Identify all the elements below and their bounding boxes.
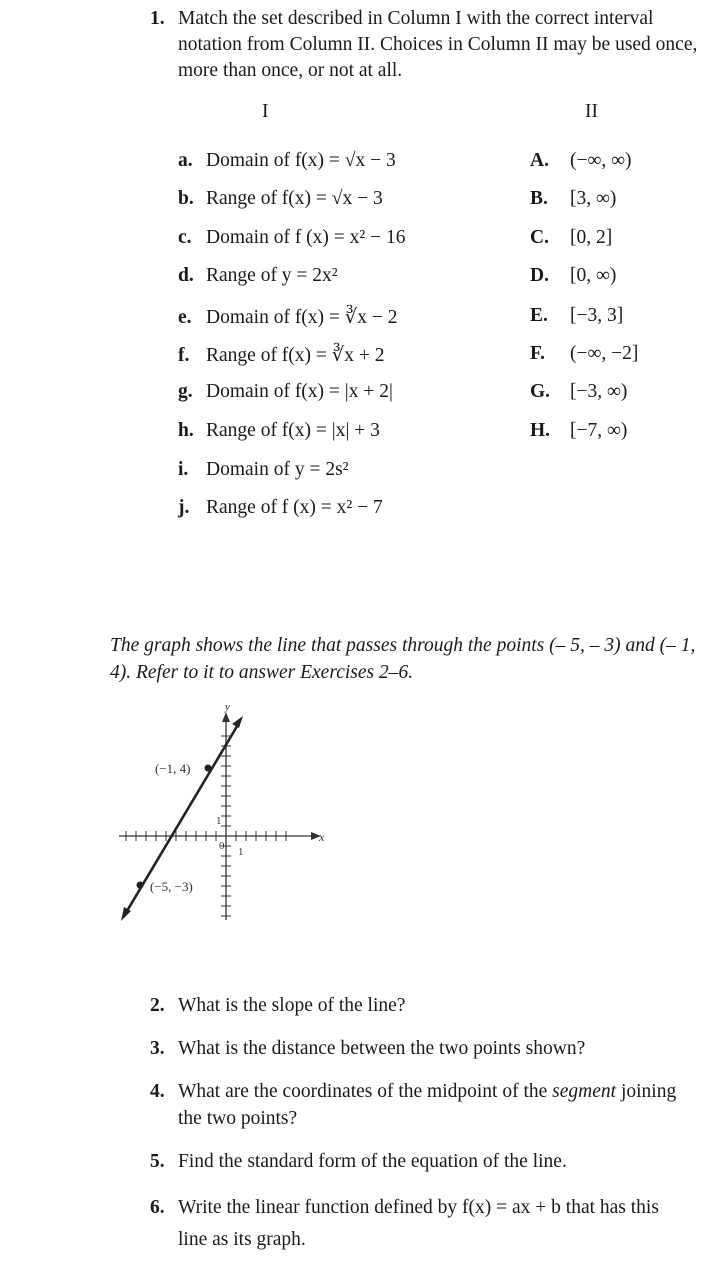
point-b-label: (−5, −3) (150, 879, 193, 894)
question-number: 4. (150, 1081, 165, 1102)
item-label: f. (178, 345, 190, 366)
item-text: Range of y = 2x² (206, 265, 338, 286)
question-text-after: joining the two points? (178, 1081, 677, 1129)
column-i-item (178, 343, 384, 367)
question-number: 3. (150, 1038, 165, 1059)
item-text: Domain of f(x) = |x + 2| (206, 381, 393, 402)
item-text: Range of f(x) = √x − 3 (206, 188, 383, 209)
item-label: h. (178, 420, 194, 441)
graph-intro: The graph shows the line that passes through the points (– 5, – 3) and (– 1, 4). Refer to it to answer Exercises 2–6. (110, 635, 696, 683)
item-text: Domain of f (x) = x² − 16 (206, 227, 406, 248)
item-label: i. (178, 459, 189, 480)
column-i-item (178, 305, 397, 329)
column-i-item (178, 381, 393, 403)
choice-label: F. (530, 343, 545, 364)
item-text: Range of f(x) = ∛x + 2 (206, 345, 385, 366)
choice-text: (−∞, −2] (570, 343, 639, 364)
choice-label: G. (530, 381, 551, 402)
choice-text: [0, ∞) (570, 265, 617, 286)
x-axis-label: x (319, 830, 325, 844)
question-text-before: What are the coordinates of the midpoint of the (178, 1081, 553, 1102)
item-label: c. (178, 227, 192, 248)
column-ii-item (530, 265, 616, 287)
choice-text: (−∞, ∞) (570, 150, 632, 171)
item-text: Domain of f(x) = ∛x − 2 (206, 307, 398, 328)
item-text: Range of f(x) = |x| + 3 (206, 420, 380, 441)
column-ii-item (530, 343, 638, 365)
y-axis-label: y (225, 701, 230, 713)
point-a-label: (−1, 4) (155, 761, 191, 776)
question-text (178, 1078, 678, 1132)
choice-label: C. (530, 227, 549, 248)
x-tick-one-label: 1 (238, 846, 244, 858)
line-arrow-top (232, 716, 243, 728)
item-text: Domain of f(x) = √x − 3 (206, 150, 396, 171)
question-text: What is the slope of the line? (178, 995, 406, 1016)
choice-label: D. (530, 265, 549, 286)
choice-label: H. (530, 420, 551, 441)
column-i-item (178, 265, 338, 287)
origin-label: 0 (219, 840, 225, 852)
item-label: g. (178, 381, 193, 402)
point-a (205, 765, 212, 772)
column-ii-item (530, 188, 616, 210)
item-label: j. (178, 497, 190, 518)
column-i-item (178, 150, 396, 172)
choice-text: [3, ∞) (570, 188, 617, 209)
point-b (137, 882, 144, 889)
choice-text: [−3, ∞) (570, 381, 628, 402)
column-i-item (178, 420, 380, 442)
item-label: e. (178, 307, 192, 328)
choice-text: [0, 2] (570, 227, 613, 248)
question-text-emphasis: segment (552, 1081, 617, 1102)
problem-1-text: Match the set described in Column I with the correct interval notation from Column II. Choices in Column II may be used once, more than once, or not at all. (178, 8, 698, 81)
item-text: Range of f (x) = x² − 7 (206, 497, 383, 518)
column-ii-item (530, 420, 627, 442)
y-tick-one-label: 1 (216, 815, 222, 827)
choice-label: E. (530, 305, 548, 326)
problem-1-number: 1. (150, 8, 165, 29)
column-i-item (178, 459, 349, 481)
item-label: b. (178, 188, 194, 209)
line-graph (115, 700, 335, 930)
choice-label: B. (530, 188, 548, 209)
question-text: Find the standard form of the equation of the line. (178, 1151, 567, 1172)
column-i-item (178, 497, 383, 519)
item-label: d. (178, 265, 194, 286)
column-ii-header: II (585, 101, 598, 122)
column-ii-item (530, 227, 612, 249)
column-i-item (178, 227, 406, 249)
column-ii-item (530, 381, 627, 403)
y-axis-arrow (222, 712, 230, 722)
question-number: 6. (150, 1197, 165, 1218)
choice-text: [−3, 3] (570, 305, 624, 326)
column-i-item (178, 188, 383, 210)
item-text: Domain of y = 2s² (206, 459, 349, 480)
choice-text: [−7, ∞) (570, 420, 628, 441)
column-i-header: I (262, 101, 269, 122)
column-ii-item (530, 150, 632, 172)
column-ii-item (530, 305, 623, 327)
question-number: 2. (150, 995, 165, 1016)
question-text: Write the linear function defined by f(x) = ax + b that has this line as its graph. (178, 1197, 659, 1250)
choice-label: A. (530, 150, 549, 171)
question-text: What is the distance between the two points shown? (178, 1038, 586, 1059)
item-label: a. (178, 150, 193, 171)
question-number: 5. (150, 1151, 165, 1172)
